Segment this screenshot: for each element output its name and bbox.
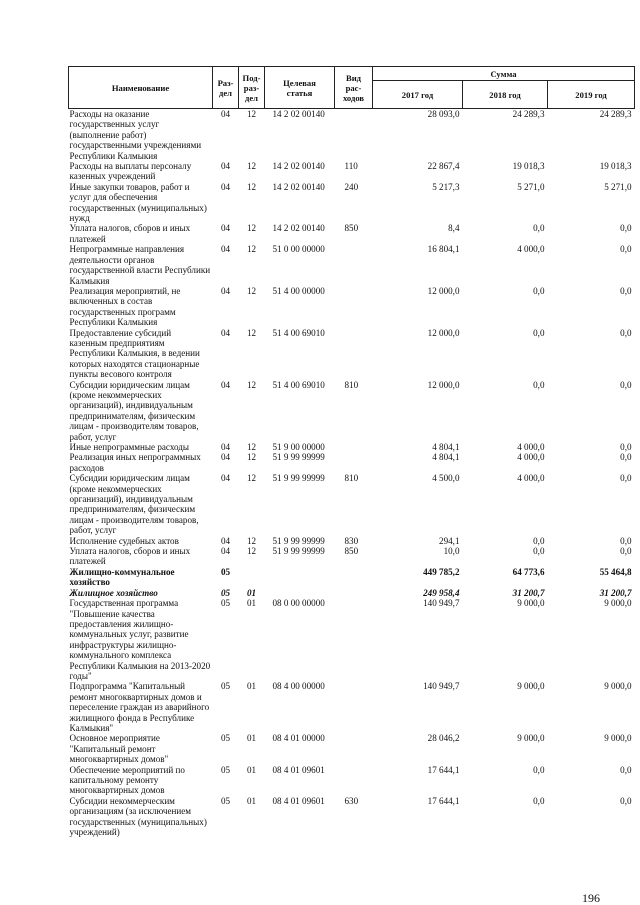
- table-body: [69, 109, 635, 838]
- cell-2018: 0,0: [533, 327, 545, 338]
- cell-2019: 9 000,0: [604, 681, 632, 692]
- cell-name: Реализация иных непрограммных расходов: [69, 452, 201, 473]
- table-row: [69, 223, 635, 244]
- cell-target: 08 0 00 00000: [272, 598, 325, 609]
- cell-name: Предоставление субсидий казенным предприятиям Республики Калмыкия, в ведении которых находятся стационарные пункты весового контроля: [69, 327, 200, 380]
- header-target: Целевая статья: [265, 67, 335, 109]
- header-podrazdel: Под- раз- дел: [239, 67, 265, 109]
- cell-target: 51 9 00 00000: [272, 442, 325, 452]
- cell-name: Уплата налогов, сборов и иных платежей: [69, 546, 191, 567]
- cell-razdel: 05: [220, 733, 231, 744]
- cell-2017: 12 000,0: [427, 285, 460, 296]
- cell-podrazdel: 12: [246, 244, 257, 255]
- cell-2018: 9 000,0: [517, 681, 545, 692]
- header-year-2017: 2017 год: [373, 81, 463, 109]
- cell-2018: 0,0: [533, 535, 545, 546]
- cell-target: 51 9 99 99999: [272, 546, 325, 557]
- cell-name: Исполнение судебных актов: [69, 535, 179, 546]
- table-row: [69, 567, 635, 588]
- cell-target: 14 2 02 00140: [272, 181, 325, 192]
- cell-target: 51 4 00 69010: [272, 379, 325, 390]
- table-row: [69, 588, 635, 598]
- cell-podrazdel: 12: [246, 285, 257, 296]
- header-year-2019: 2019 год: [548, 81, 635, 109]
- cell-podrazdel: 12: [246, 452, 257, 463]
- cell-podrazdel: 01: [246, 681, 257, 692]
- cell-podrazdel: 12: [246, 223, 257, 234]
- cell-2018: 0,0: [533, 285, 545, 296]
- cell-2019: 0,0: [620, 244, 632, 255]
- cell-podrazdel: 01: [246, 598, 257, 609]
- cell-razdel: 05: [220, 587, 231, 598]
- cell-name: Жилищное хозяйство: [69, 587, 158, 598]
- cell-2017: 17 644,1: [427, 795, 460, 806]
- cell-razdel: 04: [220, 546, 231, 557]
- page-number: 196: [582, 891, 600, 905]
- cell-2018: 0,0: [533, 546, 545, 557]
- cell-2017: 10,0: [443, 546, 460, 557]
- header-name: Наименование: [69, 67, 213, 109]
- cell-name: Иные закупки товаров, работ и услуг для обеспечения государственных (муниципальных) нужд: [69, 181, 207, 224]
- cell-razdel: 04: [220, 442, 231, 452]
- cell-podrazdel: 01: [246, 587, 257, 598]
- cell-podrazdel: [239, 567, 265, 588]
- cell-2019: 0,0: [620, 442, 632, 452]
- cell-2017: 12 000,0: [427, 379, 460, 390]
- cell-vid: [335, 681, 373, 733]
- cell-vid: 630: [344, 795, 359, 806]
- cell-target: 08 4 01 09601: [272, 795, 325, 806]
- table-row: [69, 796, 635, 838]
- cell-name: Иные непрограммные расходы: [69, 442, 190, 452]
- cell-name: Непрограммные направления деятельности органов государственной власти Республики Калмыкия: [69, 244, 211, 286]
- cell-target: 51 0 00 00000: [272, 244, 325, 255]
- cell-vid: [335, 109, 373, 162]
- table-row: [69, 536, 635, 546]
- cell-razdel: 05: [220, 795, 231, 806]
- cell-2019: 0,0: [620, 473, 632, 484]
- cell-podrazdel: 12: [246, 546, 257, 557]
- cell-razdel: 05: [220, 681, 231, 692]
- cell-podrazdel: 12: [246, 535, 257, 546]
- cell-vid: [335, 328, 373, 380]
- cell-vid: [335, 442, 373, 452]
- cell-2019: 0,0: [620, 546, 632, 557]
- table-row: [69, 161, 635, 182]
- cell-2019: 0,0: [620, 379, 632, 390]
- cell-vid: [335, 598, 373, 681]
- cell-2019: 0,0: [620, 285, 632, 296]
- table-row: [69, 546, 635, 567]
- cell-razdel: 04: [220, 109, 231, 119]
- cell-vid: [335, 765, 373, 796]
- cell-podrazdel: 12: [246, 109, 257, 119]
- table-row: [69, 380, 635, 442]
- cell-name: Уплата налогов, сборов и иных платежей: [69, 223, 191, 244]
- cell-podrazdel: 12: [246, 442, 257, 452]
- cell-name: Расходы на выплаты персоналу казенных учреждений: [69, 161, 192, 182]
- cell-razdel: 04: [220, 161, 231, 172]
- cell-2017: 4 804,1: [432, 442, 460, 452]
- cell-2019: 0,0: [620, 535, 632, 546]
- cell-2019: 5 271,0: [604, 181, 632, 192]
- cell-target: 08 4 01 09601: [272, 764, 325, 775]
- cell-podrazdel: 01: [246, 733, 257, 744]
- cell-2018: 24 289,3: [512, 109, 545, 119]
- cell-podrazdel: 12: [246, 327, 257, 338]
- table-row: [69, 681, 635, 733]
- cell-target: [265, 588, 335, 598]
- cell-2017: 28 093,0: [427, 109, 460, 119]
- cell-razdel: 05: [220, 764, 231, 775]
- cell-2019: 0,0: [620, 327, 632, 338]
- cell-name: Основное мероприятие "Капитальный ремонт многоквартирных домов": [69, 733, 169, 765]
- cell-2017: 140 949,7: [423, 681, 460, 692]
- cell-2019: 55 464,8: [599, 566, 632, 577]
- cell-2018: 4 000,0: [517, 452, 545, 463]
- cell-2018: 19 018,3: [512, 161, 545, 172]
- table-row: [69, 286, 635, 328]
- table-row: [69, 765, 635, 796]
- cell-razdel: 04: [220, 327, 231, 338]
- table-row: [69, 244, 635, 286]
- cell-podrazdel: 12: [246, 473, 257, 484]
- table-row: [69, 452, 635, 473]
- cell-2017: 16 804,1: [427, 244, 460, 255]
- cell-2019: 0,0: [620, 795, 632, 806]
- cell-2017: 140 949,7: [423, 598, 460, 609]
- cell-name: Подпрограмма "Капитальный ремонт многоквартирных домов и переселение граждан из аварийного жилищного фонда в Республике Калмыкия": [69, 681, 210, 733]
- cell-razdel: 04: [220, 285, 231, 296]
- cell-target: 08 4 01 00000: [272, 733, 325, 744]
- cell-2017: 8,4: [448, 223, 460, 234]
- cell-2019: 0,0: [620, 764, 632, 775]
- cell-2018: 0,0: [533, 795, 545, 806]
- table-row: [69, 473, 635, 535]
- cell-podrazdel: 12: [246, 181, 257, 192]
- cell-2018: 0,0: [533, 223, 545, 234]
- cell-vid: 850: [344, 546, 359, 557]
- cell-2018: 9 000,0: [517, 598, 545, 609]
- cell-name: Жилищно-коммунальное хозяйство: [69, 566, 175, 588]
- cell-2017: 249 958,4: [423, 587, 460, 598]
- cell-target: 51 9 99 99999: [272, 452, 325, 463]
- cell-2017: 449 785,2: [423, 566, 460, 577]
- cell-vid: 110: [344, 161, 358, 172]
- table-row: [69, 182, 635, 224]
- cell-2018: 4 000,0: [517, 473, 545, 484]
- cell-razdel: 05: [220, 598, 231, 609]
- cell-podrazdel: 12: [246, 161, 257, 172]
- cell-target: 51 4 00 00000: [272, 285, 325, 296]
- cell-2018: 64 773,6: [512, 566, 545, 577]
- cell-vid: 810: [344, 379, 359, 390]
- cell-name: Субсидии юридическим лицам (кроме некоммерческих организаций), индивидуальным предпринимателям, физическим лицам - производителям товаров, работ, услуг: [69, 379, 199, 442]
- cell-razdel: 04: [220, 244, 231, 255]
- cell-target: [265, 567, 335, 588]
- header-razdel: Раз- дел: [213, 67, 239, 109]
- cell-2018: 4 000,0: [517, 442, 545, 452]
- cell-vid: [335, 567, 373, 588]
- cell-2019: 9 000,0: [604, 733, 632, 744]
- cell-2019: 31 200,7: [599, 587, 632, 598]
- table-row: [69, 442, 635, 452]
- cell-vid: 810: [344, 473, 359, 484]
- cell-2018: 0,0: [533, 379, 545, 390]
- cell-razdel: 04: [220, 473, 231, 484]
- cell-2018: 9 000,0: [517, 733, 545, 744]
- cell-vid: [335, 286, 373, 328]
- table-row: [69, 733, 635, 764]
- cell-2017: 4 500,0: [432, 473, 460, 484]
- table-row: [69, 109, 635, 162]
- cell-name: Расходы на оказание государственных услуг (выполнение работ) государственными учреждениями Республики Калмыкия: [69, 109, 202, 161]
- cell-2018: 4 000,0: [517, 244, 545, 255]
- cell-2017: 28 046,2: [427, 733, 460, 744]
- cell-2019: 9 000,0: [604, 598, 632, 609]
- cell-2018: 5 271,0: [517, 181, 545, 192]
- cell-target: 14 2 02 00140: [272, 223, 325, 234]
- cell-name: Субсидии некоммерческим организациям (за исключением государственных (муниципальных) учреждений): [69, 795, 207, 838]
- cell-2017: 12 000,0: [427, 327, 460, 338]
- cell-target: 14 2 02 00140: [272, 161, 325, 172]
- cell-target: 08 4 00 00000: [272, 681, 325, 692]
- cell-name: Государственная программа "Повышение качества предоставления жилищно-коммунальных услуг, развитие инфраструктуры жилищно-коммунального комплекса Республики Калмыкия на 2013-2020 годы": [69, 598, 211, 681]
- table-header: [69, 67, 635, 109]
- header-year-2018: 2018 год: [463, 81, 548, 109]
- cell-name: Субсидии юридическим лицам (кроме некоммерческих организаций), индивидуальным предпринимателям, физическим лицам - производителям товаров, работ, услуг: [69, 473, 199, 536]
- cell-podrazdel: 01: [246, 795, 257, 806]
- cell-2019: 24 289,3: [599, 109, 632, 119]
- cell-target: 51 9 99 99999: [272, 535, 325, 546]
- cell-2019: 19 018,3: [599, 161, 632, 172]
- table-row: [69, 598, 635, 681]
- budget-table-container: [68, 66, 634, 837]
- cell-2017: 4 804,1: [432, 452, 460, 463]
- cell-2019: 0,0: [620, 452, 632, 463]
- header-vid: Вид рас- ходов: [335, 67, 373, 109]
- cell-2018: 0,0: [533, 764, 545, 775]
- cell-vid: [335, 588, 373, 598]
- budget-table: [68, 66, 635, 837]
- cell-vid: 830: [344, 535, 359, 546]
- cell-target: 51 4 00 69010: [272, 327, 325, 338]
- cell-2017: 294,1: [439, 535, 460, 546]
- cell-podrazdel: 12: [246, 379, 257, 390]
- cell-target: 14 2 02 00140: [272, 109, 325, 119]
- cell-2019: 0,0: [620, 223, 632, 234]
- cell-vid: [335, 244, 373, 286]
- cell-razdel: 04: [220, 181, 231, 192]
- cell-razdel: 04: [220, 535, 231, 546]
- cell-razdel: 04: [220, 379, 231, 390]
- table-row: [69, 328, 635, 380]
- cell-2018: 31 200,7: [512, 587, 545, 598]
- cell-vid: [335, 733, 373, 764]
- cell-razdel: 04: [220, 452, 231, 463]
- cell-target: 51 9 99 99999: [272, 473, 325, 484]
- header-sum: Сумма: [373, 67, 635, 81]
- cell-name: Обеспечение мероприятий по капитальному ремонту многоквартирных домов: [69, 764, 185, 796]
- cell-razdel: 05: [220, 566, 231, 577]
- cell-vid: 850: [344, 223, 359, 234]
- cell-vid: 240: [344, 181, 359, 192]
- cell-2017: 5 217,3: [432, 181, 460, 192]
- cell-vid: [335, 452, 373, 473]
- cell-2017: 17 644,1: [427, 764, 460, 775]
- cell-name: Реализация мероприятий, не включенных в состав государственных программ Республики Калмыкия: [69, 285, 181, 328]
- cell-podrazdel: 01: [246, 764, 257, 775]
- cell-2017: 22 867,4: [427, 161, 460, 172]
- cell-razdel: 04: [220, 223, 231, 234]
